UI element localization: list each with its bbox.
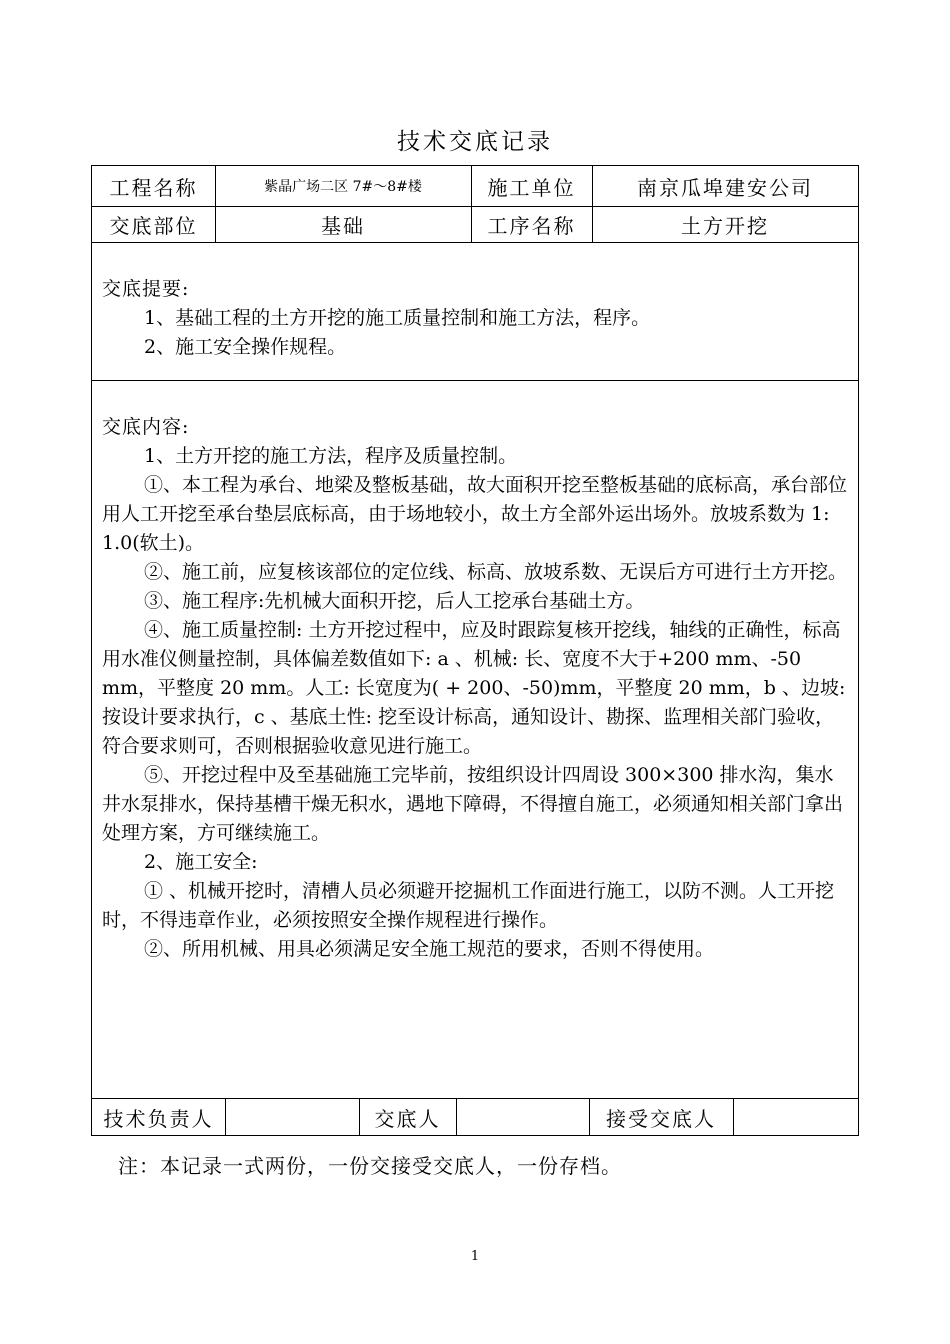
content-heading: 交底内容: xyxy=(102,416,190,438)
part-label: 交底部位 xyxy=(109,213,198,238)
content-paragraph: ④、施工质量控制: 土方开挖过程中，应及时跟踪复核开挖线，轴线的正确性，标高用水准仪侧量控制，具体偏差数值如下: a 、机械: 长、宽度不大于+200 mm、-50 mm，平整度 20 mm。人工: 长宽度为( + 200、-50)mm，平整度 20 mm，b 、边坡: 按设计要求执行，c 、基底土性: 挖至设计标高，通知设计、勘探、监理相关部门验收，符合要求则可，否则根据验收意见进行施工。 xyxy=(102,619,846,757)
part-value: 基础 xyxy=(321,213,365,238)
content-paragraph: 2、施工安全: xyxy=(144,851,258,873)
content-paragraph: 1、土方开挖的施工方法，程序及质量控制。 xyxy=(144,445,518,467)
content-paragraph: ① 、机械开挖时，清槽人员必须避开挖掘机工作面进行施工，以防不测。人工开挖时，不得违章作业，必须按照安全操作规程进行操作。 xyxy=(102,880,835,931)
content-paragraph: ①、本工程为承台、地梁及整板基础，故大面积开挖至整板基础的底标高，承台部位用人工开挖至承台垫层底标高，由于场地较小，故土方全部外运出场外。放坡系数为 1: 1.0(软土)。 xyxy=(102,474,848,554)
content-paragraph: ②、所用机械、用具必须满足安全施工规范的要求，否则不得使用。 xyxy=(144,938,715,960)
project-name-value: 紫晶广场二区 7#～8#楼 xyxy=(264,179,422,195)
presenter-label: 交底人 xyxy=(374,1106,441,1131)
record-table xyxy=(91,165,859,1136)
project-name-label: 工程名称 xyxy=(109,175,198,200)
row-divider xyxy=(92,242,858,243)
construction-unit-value: 南京瓜埠建安公司 xyxy=(637,175,813,200)
row-divider xyxy=(92,380,858,381)
summary-heading: 交底提要: xyxy=(102,278,190,300)
construction-unit-label: 施工单位 xyxy=(487,175,576,200)
tech-lead-label: 技术负责人 xyxy=(103,1106,214,1131)
summary-item: 1、基础工程的土方开挖的施工质量控制和施工方法，程序。 xyxy=(144,307,651,329)
content-paragraph: ②、施工前，应复核该部位的定位线、标高、放坡系数、无误后方可进行土方开挖。 xyxy=(144,561,848,583)
summary-section xyxy=(102,275,850,362)
footnote: 注：本记录一式两份，一份交接受交底人，一份存档。 xyxy=(118,1154,622,1178)
presenter-value[interactable] xyxy=(456,1098,589,1136)
process-label: 工序名称 xyxy=(487,213,576,238)
receiver-label: 接受交底人 xyxy=(606,1106,716,1131)
summary-item: 2、施工安全操作规程。 xyxy=(144,336,347,358)
process-value: 土方开挖 xyxy=(681,213,769,238)
receiver-value[interactable] xyxy=(733,1098,858,1136)
content-section xyxy=(102,413,850,964)
document-title: 技术交底记录 xyxy=(397,129,553,155)
page-number: 1 xyxy=(470,1249,480,1264)
content-paragraph: ⑤、开挖过程中及至基础施工完毕前，按组织设计四周设 300×300 排水沟，集水井水泵排水，保持基槽干燥无积水，遇地下障碍，不得擅自施工，必须通知相关部门拿出处理方案，方可继续施工。 xyxy=(102,764,844,844)
tech-lead-value[interactable] xyxy=(225,1098,359,1136)
content-paragraph: ③、施工程序:先机械大面积开挖，后人工挖承台基础土方。 xyxy=(144,590,645,612)
